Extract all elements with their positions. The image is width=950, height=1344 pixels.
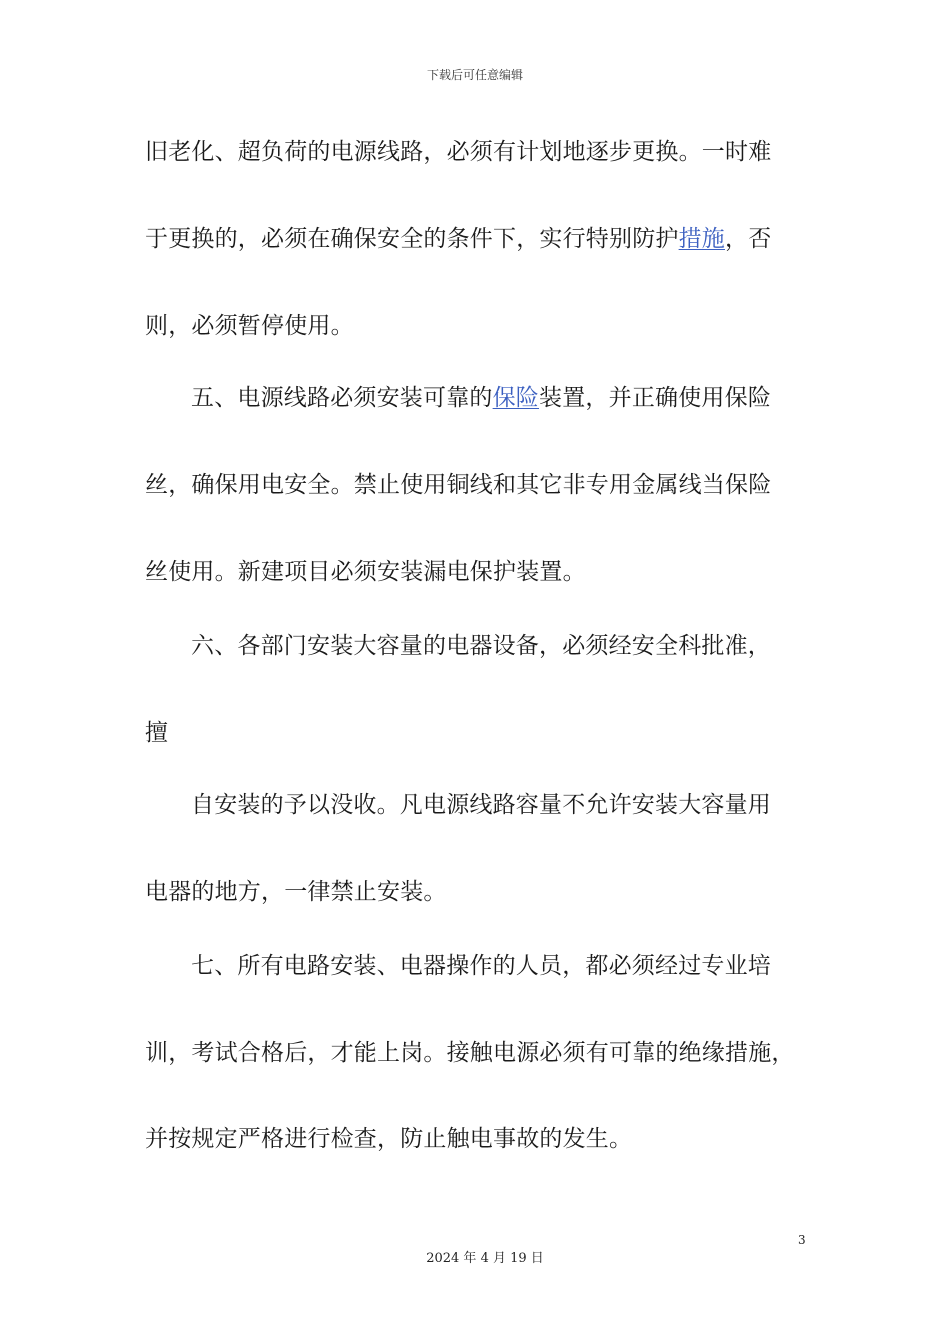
paragraph-line: 擅 bbox=[145, 720, 169, 746]
paragraph-line bbox=[145, 224, 771, 254]
page-number: 3 bbox=[798, 1233, 806, 1247]
measures-link[interactable]: 措施 bbox=[678, 226, 726, 252]
paragraph-line: 六、各部门安装大容量的电器设备，必须经安全科批准， bbox=[191, 633, 771, 659]
line-text: ，否 bbox=[725, 226, 772, 252]
line-text: 于更换的，必须在确保安全的条件下，实行特别防护 bbox=[145, 226, 679, 252]
line-text: 五、电源线路必须安装可靠的 bbox=[191, 385, 493, 411]
paragraph-line: 自安装的予以没收。凡电源线路容量不允许安装大容量用 bbox=[191, 792, 771, 818]
footer-date: 2024 年 4 月 19 日 bbox=[426, 1251, 544, 1266]
paragraph-line: 训，考试合格后，才能上岗。接触电源必须有可靠的绝缘措施， bbox=[145, 1040, 795, 1066]
line-text: 装置，并正确使用保险 bbox=[539, 385, 772, 411]
paragraph-line: 丝使用。新建项目必须安装漏电保护装置。 bbox=[145, 559, 586, 585]
paragraph-line: 七、所有电路安装、电器操作的人员，都必须经过专业培 bbox=[191, 953, 771, 979]
paragraph-line: 则，必须暂停使用。 bbox=[145, 313, 354, 339]
paragraph-line: 并按规定严格进行检查，防止触电事故的发生。 bbox=[145, 1126, 633, 1152]
paragraph-line: 电器的地方，一律禁止安装。 bbox=[145, 879, 447, 905]
paragraph-line: 旧老化、超负荷的电源线路，必须有计划地逐步更换。一时难 bbox=[145, 139, 772, 165]
page-header: 下载后可任意编辑 bbox=[426, 68, 523, 82]
insurance-link[interactable]: 保险 bbox=[492, 385, 540, 411]
paragraph-line: 丝，确保用电安全。禁止使用铜线和其它非专用金属线当保险 bbox=[145, 472, 772, 498]
paragraph-line bbox=[191, 383, 771, 413]
